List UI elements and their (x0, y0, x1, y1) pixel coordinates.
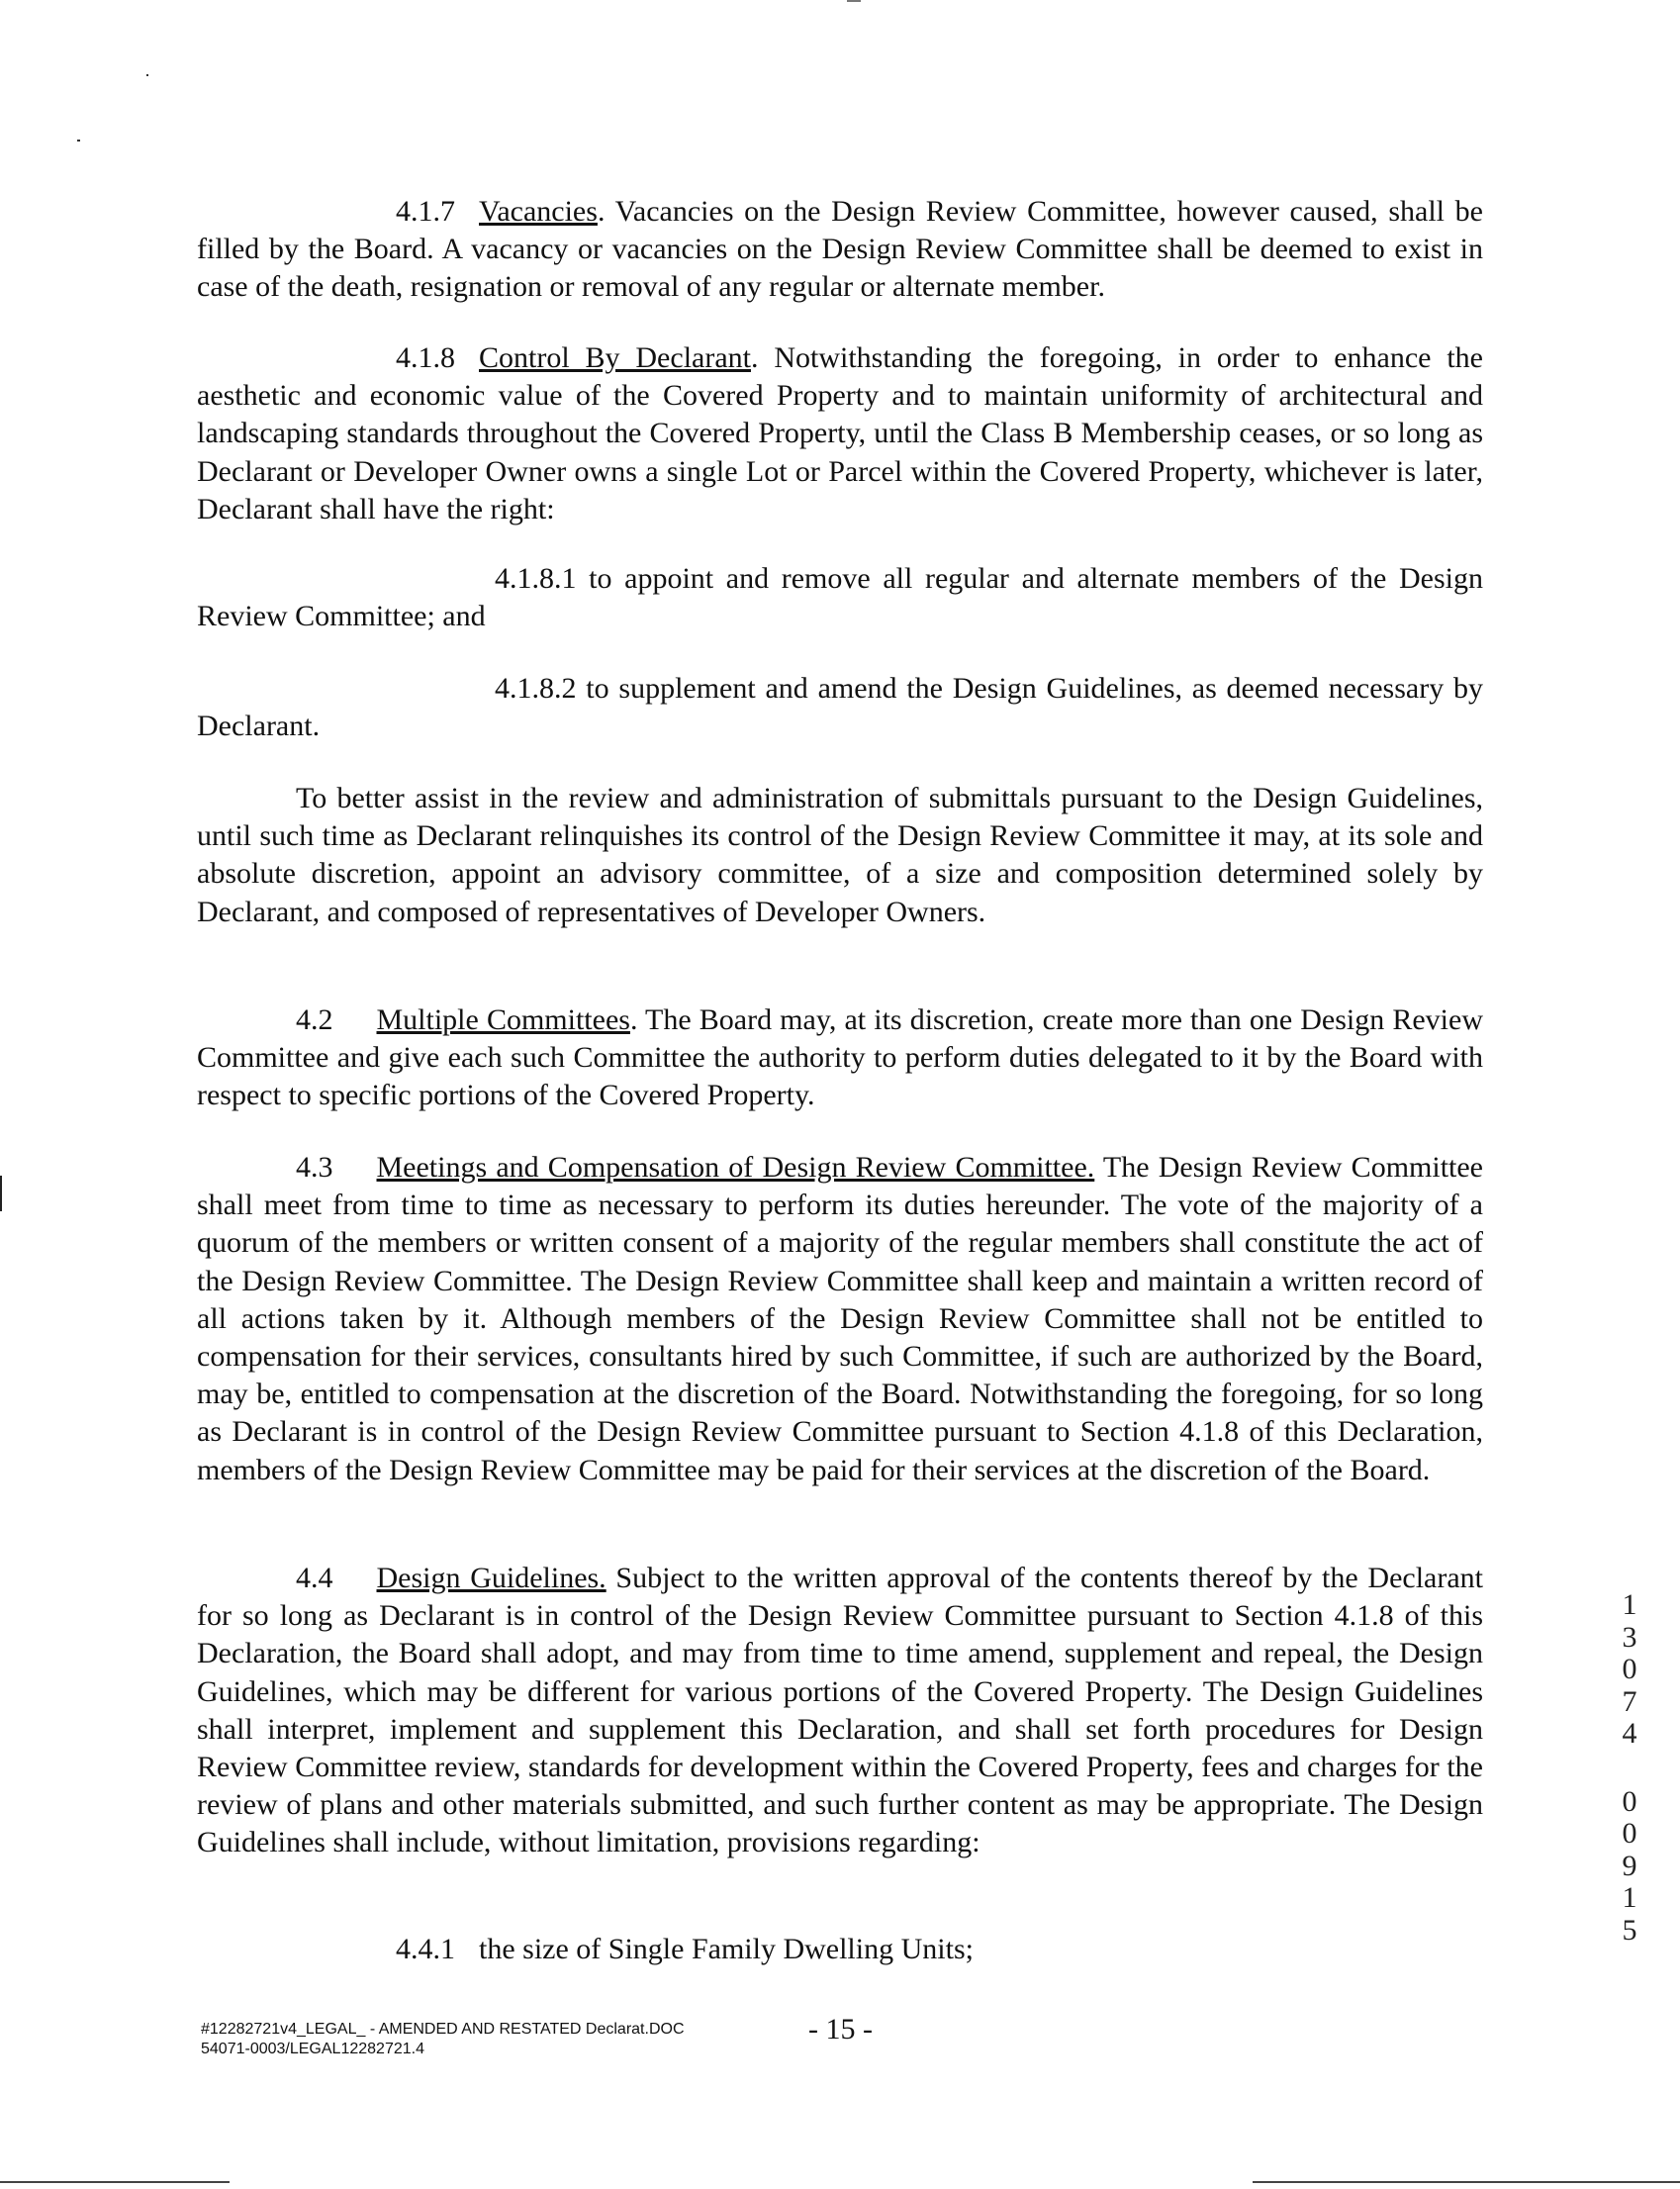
section-number: 4.2 (296, 1003, 333, 1036)
section-text: 4.1.8.1 to appoint and remove all regular and alternate members of the Design Review Committee; and (197, 562, 1483, 633)
recording-digit: 4 (1622, 1717, 1637, 1750)
section-heading: Design Guidelines. (376, 1562, 607, 1594)
section-number: 4.1.7 (396, 195, 455, 228)
section-4-2 (197, 1001, 1483, 1115)
section-4-1-7 (197, 193, 1483, 307)
section-4-4 (197, 1560, 1483, 1862)
scan-bottom-edge (0, 2181, 230, 2183)
section-4-1-8-2 (197, 670, 1483, 745)
section-text: To better assist in the review and administration of submittals pursuant to the Design Guidelines, until such time as Declarant relinquishes its control of the Design Review Committee it may, at its sole and absolute discretion, appoint an advisory committee, of a size and composition determined solely by Declarant, and composed of representatives of Developer Owners. (197, 782, 1483, 928)
section-text: . The Board may, at its discretion, create more than one Design Review Committee and give each such Committee the authority to perform duties delegated to it by the Board with respect to specific portions of the Covered Property. (197, 1003, 1483, 1112)
section-4-1-8-1 (197, 560, 1483, 635)
scan-edge-mark (0, 1176, 2, 1211)
recording-digit: 9 (1622, 1849, 1637, 1882)
section-text: Subject to the written approval of the contents thereof by the Declarant for so long as Declarant is in control of the Design Review Committee pursuant to Section 4.1.8 of this Declaration, the Board shall adopt, and may from time to time amend, supplement and repeal, the Design Guidelines, which may be different for various portions of the Covered Property. The Design Guidelines shall interpret, implement and supplement this Declaration, and shall set forth procedures for Design Review Committee review, standards for development within the Covered Property, fees and charges for the review of plans and other materials submitted, and such further content as may be appropriate. The Design Guidelines shall include, without limitation, provisions regarding: (197, 1562, 1484, 1859)
section-number: 4.4 (296, 1562, 333, 1594)
recording-digit: 1 (1622, 1588, 1637, 1621)
recording-digit: 0 (1622, 1653, 1637, 1685)
recording-digit: 7 (1622, 1684, 1637, 1718)
section-text: the size of Single Family Dwelling Units; (479, 1933, 974, 1965)
section-text: 4.1.8.2 to supplement and amend the Design Guidelines, as deemed necessary by Declarant. (197, 672, 1483, 743)
section-text: The Design Review Committee shall meet from time to time as necessary to perform its duties hereunder. The vote of the majority of a quorum of the members or written consent of a majority of the regular members shall constitute the act of the Design Review Committee. The Design Review Committee shall keep and maintain a written record of all actions taken by it. Although members of the Design Review Committee shall not be entitled to compensation for their services, consultants hired by such Committee, if such are authorized by the Board, may be, entitled to compensation at the discretion of the Board. Notwithstanding the foregoing, for so long as Declarant is in control of the Design Review Committee pursuant to Section 4.1.8 of this Declaration, members of the Design Review Committee may be paid for their services at the discretion of the Board. (197, 1151, 1483, 1486)
section-heading: Control By Declarant (479, 341, 751, 374)
recording-digit: 0 (1622, 1817, 1637, 1850)
scan-speck (847, 0, 861, 2)
recording-digit: 5 (1622, 1913, 1637, 1947)
page-number: - 15 - (808, 2013, 873, 2046)
footer-doc-line-2: 54071-0003/LEGAL12282721.4 (201, 2041, 424, 2057)
section-4-3 (197, 1149, 1483, 1489)
scan-bottom-edge (1253, 2181, 1680, 2183)
section-heading: Vacancies (479, 195, 598, 228)
recording-digit: 3 (1622, 1620, 1637, 1654)
section-number: 4.4.1 (396, 1933, 455, 1965)
footer-document-id (201, 2020, 685, 2059)
scan-speck (146, 74, 148, 76)
section-text: . Vacancies on the Design Review Committee, however caused, shall be filled by the Board. A vacancy or vacancies on the Design Review Committee shall be deemed to exist in case of the death, resignation or removal of any regular or alternate member. (197, 195, 1483, 304)
section-number: 4.3 (296, 1151, 333, 1184)
section-heading: Multiple Committees (376, 1003, 630, 1036)
section-4-4-1 (197, 1931, 1483, 1968)
section-text: . Notwithstanding the foregoing, in order to enhance the aesthetic and economic value of the Covered Property and to maintain uniformity of architectural and landscaping standards throughout the Covered Property, until the Class B Membership ceases, or so long as Declarant or Developer Owner owns a single Lot or Parcel within the Covered Property, whichever is later, Declarant shall have the right: (197, 341, 1483, 525)
recording-digit: 0 (1622, 1784, 1637, 1818)
section-heading: Meetings and Compensation of Design Review Committee. (376, 1151, 1095, 1184)
recording-number (1615, 1590, 1644, 1948)
section-4-1-8 (197, 339, 1483, 528)
scan-speck (77, 140, 80, 142)
recording-digit: 1 (1622, 1881, 1637, 1914)
footer-doc-line-1: #12282721v4_LEGAL_ - AMENDED AND RESTATED Declarat.DOC (201, 2021, 685, 2038)
advisory-paragraph (197, 780, 1483, 931)
section-number: 4.1.8 (396, 341, 455, 374)
